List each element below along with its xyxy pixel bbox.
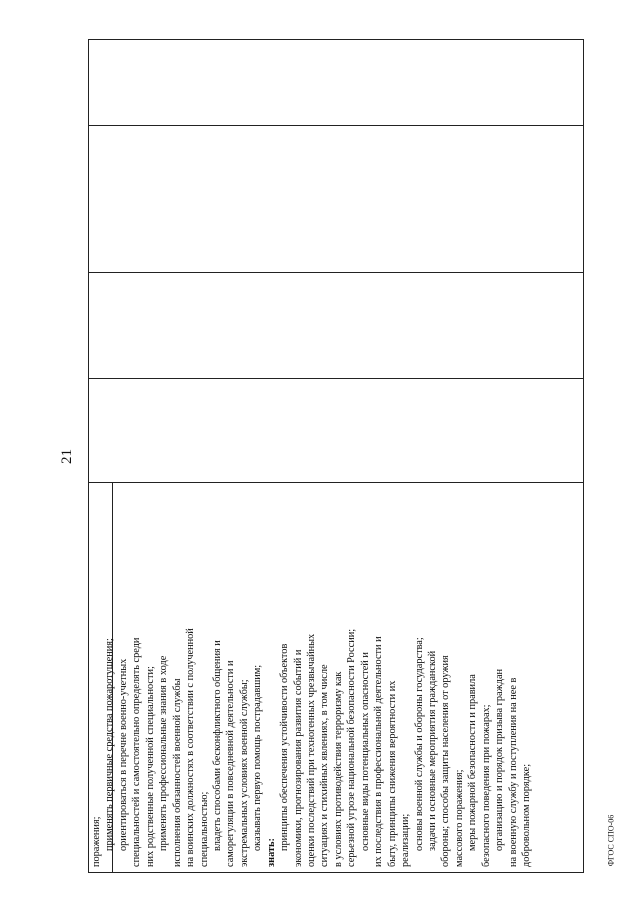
text-line: оценки последствий при техногенных чрезвычайных [306, 633, 317, 867]
text-line: специальностей и самостоятельно определять среди [131, 637, 143, 867]
page-number-text: 21 [58, 448, 75, 464]
text-line: реализации; [400, 813, 412, 867]
text-line: поражения; [91, 816, 102, 867]
text-line: оказывать первую помощь пострадавшим; [252, 664, 264, 851]
text-line: основные виды потенциальных опасностей и [359, 652, 371, 851]
text-line: массового поражения; [453, 769, 465, 867]
text-line: организацию и порядок призыва граждан [494, 668, 506, 851]
table-row-divider [88, 125, 584, 126]
text-line: быту, принципы снижения вероятности их [386, 680, 398, 867]
text-line: безопасного поведения при пожарах; [480, 704, 492, 867]
text-line: ситуациях и стихийных явлениях, в том числе [319, 664, 331, 867]
footer-code-text: ФГОС СПО-06 [606, 814, 616, 866]
text-line: меры пожарной безопасности и правила [467, 674, 479, 851]
requirements-text [88, 482, 584, 873]
text-line: экономики, прогнозирования развития событий и [292, 649, 304, 867]
text-line: задачи и основные мероприятия гражданской [426, 650, 438, 851]
page-number [53, 442, 81, 470]
text-line: применять профессиональные знания в ходе [158, 655, 170, 851]
text-line: экстремальных условиях военной службы; [238, 679, 250, 867]
text-line: в условиях противодействия терроризму как [332, 671, 344, 867]
text-line: на воинских должностях в соответствии с полученной [185, 628, 197, 867]
text-line: основы военной службы и обороны государства; [413, 637, 425, 851]
text-line: на военную службу и поступления на нее в [507, 677, 519, 867]
text-line: принципы обеспечения устойчивости объектов [279, 643, 291, 851]
text-line: ориентироваться в перечне военно-учетных [117, 658, 129, 851]
table-row-divider [88, 378, 584, 379]
text-line: владеть способами бесконфликтного общения и [211, 640, 223, 851]
text-line: саморегуляции в повседневной деятельности и [225, 660, 237, 867]
text-line: специальностью; [198, 791, 210, 867]
text-line: серьезной угрозе национальной безопасности России; [346, 628, 358, 867]
text-line: их последствия в профессиональной деятельности и [373, 636, 385, 867]
text-line: применять первичные средства пожаротушения; [104, 638, 116, 851]
table-row-divider [88, 272, 584, 273]
requirements-cell [88, 482, 584, 873]
text-line: добровольном порядке; [521, 763, 532, 867]
text-line: исполнения обязанностей военной службы [171, 678, 183, 867]
text-line: обороны; способы защиты населения от оружия [440, 655, 452, 867]
text-line: знать: [265, 838, 277, 867]
text-line: них родственные полученной специальности; [144, 666, 156, 867]
footer-code [604, 814, 618, 866]
